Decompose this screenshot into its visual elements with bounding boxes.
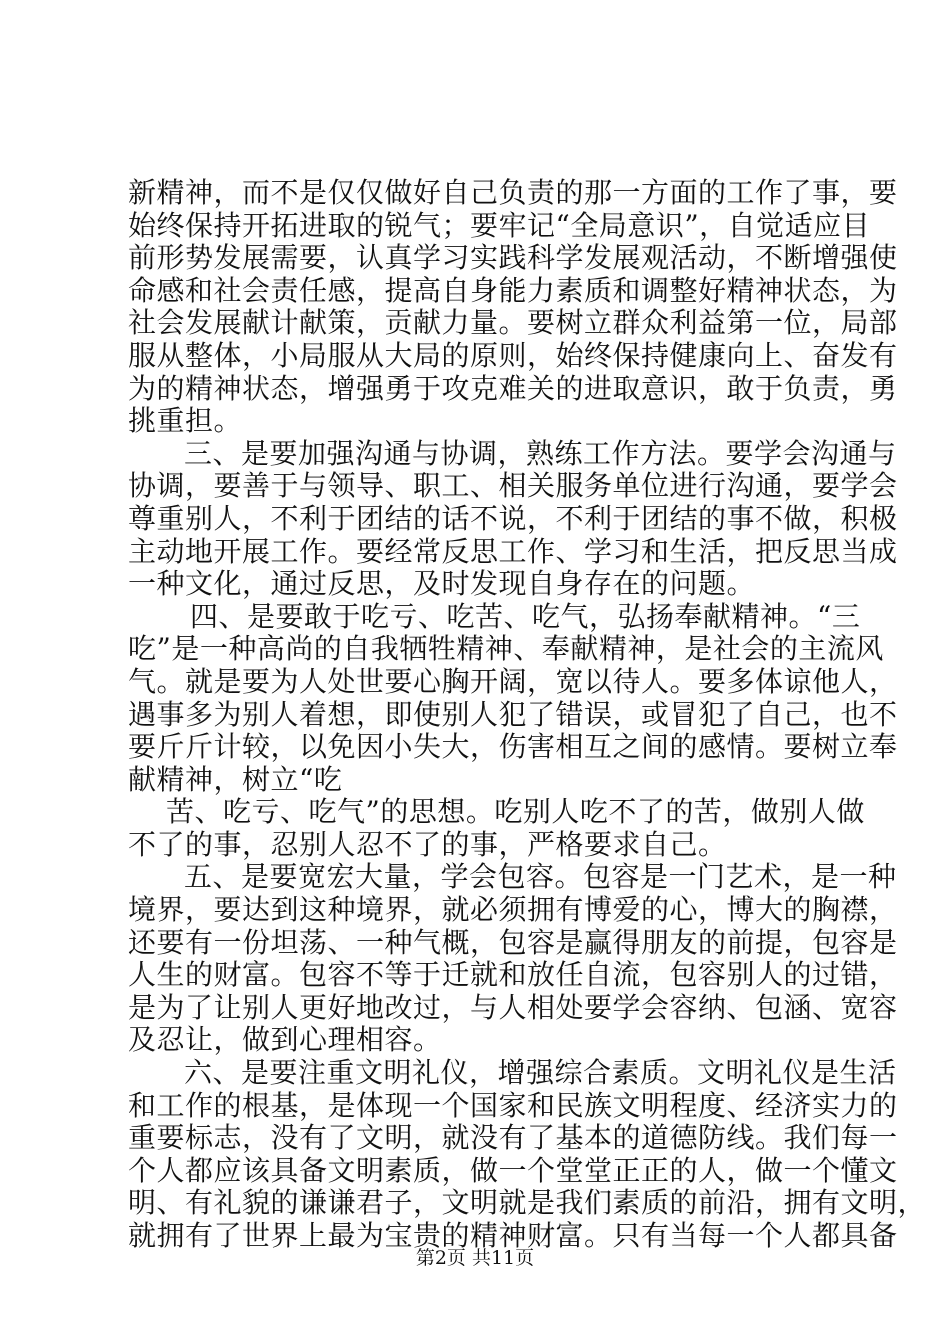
text-line: 和工作的根基，是体现一个国家和民族文明程度、经济实力的 xyxy=(128,1088,898,1122)
text-line: 及忍让，做到心理相容。 xyxy=(128,1023,442,1057)
text-line: 明、有礼貌的谦谦君子，文明就是我们素质的前沿，拥有文明， xyxy=(128,1186,927,1220)
text-line: 是为了让别人更好地改过，与人相处要学会容纳、包涵、宽容 xyxy=(128,990,898,1024)
text-line: 服从整体，小局服从大局的原则，始终保持健康向上、奋发有 xyxy=(128,338,898,372)
text-line: 吃”是一种高尚的自我牺牲精神、奉献精神，是社会的主流风 xyxy=(128,632,884,666)
text-line: 人生的财富。包容不等于迁就和放任自流，包容别人的过错， xyxy=(128,958,898,992)
text-line: 挑重担。 xyxy=(128,404,243,438)
text-line: 六、是要注重文明礼仪，增强综合素质。文明礼仪是生活 xyxy=(184,1056,897,1090)
body-text xyxy=(128,176,927,1253)
page-number-footer: 第2页 共11页 xyxy=(415,1247,535,1269)
text-line: 尊重别人，不利于团结的话不说，不利于团结的事不做，积极 xyxy=(128,501,898,535)
text-line: 遇事多为别人着想，即使别人犯了错误，或冒犯了自己，也不 xyxy=(128,697,898,731)
text-line: 协调，要善于与领导、职工、相关服务单位进行沟通，要学会 xyxy=(128,469,898,503)
text-line: 就拥有了世界上最为宝贵的精神财富。只有当每一个人都具备 xyxy=(128,1219,898,1252)
text-line: 新精神，而不是仅仅做好自己负责的那一方面的工作了事，要 xyxy=(128,176,898,209)
text-line: 始终保持开拓进取的锐气；要牢记“全局意识”，自觉适应目 xyxy=(128,208,871,242)
text-line: 为的精神状态，增强勇于攻克难关的进取意识，敢于负责，勇 xyxy=(128,371,898,405)
text-line: 苦、吃亏、吃气”的思想。吃别人吃不了的苦，做别人做 xyxy=(166,795,865,829)
text-line: 境界，要达到这种境界，就必须拥有博爱的心，博大的胸襟， xyxy=(128,893,898,927)
text-line: 还要有一份坦荡、一种气概，包容是赢得朋友的前提，包容是 xyxy=(128,925,898,959)
text-line: 主动地开展工作。要经常反思工作、学习和生活，把反思当成 xyxy=(128,534,898,568)
text-line: 个人都应该具备文明素质，做一个堂堂正正的人，做一个懂文 xyxy=(128,1153,898,1187)
text-line: 献精神，树立“吃 xyxy=(128,762,343,796)
text-line: 重要标志，没有了文明，就没有了基本的道德防线。我们每一 xyxy=(128,1121,898,1155)
text-line: 一种文化，通过反思，及时发现自身存在的问题。 xyxy=(128,567,756,601)
text-line: 不了的事，忍别人忍不了的事，严格要求自己。 xyxy=(128,827,727,861)
text-line: 四、是要敢于吃亏、吃苦、吃气，弘扬奉献精神。“三 xyxy=(190,599,861,633)
text-line: 气。就是要为人处世要心胸开阔，宽以待人。要多体谅他人， xyxy=(128,664,898,698)
text-line: 五、是要宽宏大量，学会包容。包容是一门艺术，是一种 xyxy=(184,860,897,894)
text-line: 前形势发展需要，认真学习实践科学发展观活动，不断增强使 xyxy=(128,241,898,275)
text-line: 社会发展献计献策，贡献力量。要树立群众利益第一位，局部 xyxy=(128,306,898,340)
text-line: 命感和社会责任感，提高自身能力素质和调整好精神状态，为 xyxy=(128,273,898,307)
text-line: 要斤斤计较，以免因小失大，伤害相互之间的感情。要树立奉 xyxy=(128,730,898,764)
text-line: 三、是要加强沟通与协调，熟练工作方法。要学会沟通与 xyxy=(184,436,897,470)
